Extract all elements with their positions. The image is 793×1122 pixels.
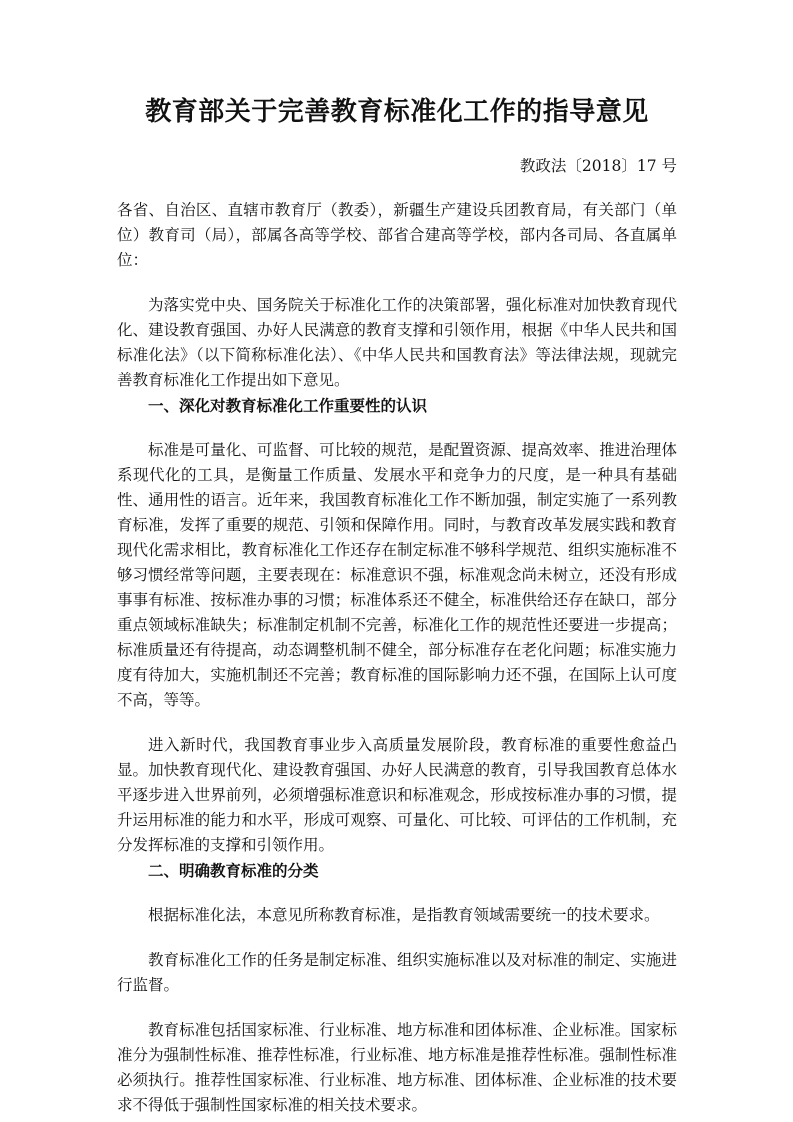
section-heading-2: 二、明确教育标准的分类 <box>148 861 319 880</box>
section2-paragraph-2: 教育标准化工作的任务是制定标准、组织实施标准以及对标准的制定、实施进行监督。 <box>117 951 677 994</box>
section1-paragraph-2: 进入新时代，我国教育事业步入高质量发展阶段，教育标准的重要性愈益凸显。加快教育现代化、建设教育强国、办好人民满意的教育，引导我国教育总体水平逐步进入世界前列，必须增强标准意识和标准观念，形成按标准办事的习惯，提升运用标准的能力和水平，形成可观察、可量化、可比较、可评估的工作机制，充分发挥标准的支撑和引领作用。 <box>117 736 677 854</box>
section2-paragraph-1: 根据标准化法，本意见所称教育标准，是指教育领域需要统一的技术要求。 <box>148 906 660 924</box>
recipients-paragraph: 各省、自治区、直辖市教育厅（教委），新疆生产建设兵团教育局，有关部门（单位）教育司（局），部属各高等学校、部省合建高等学校，部内各司局、各直属单位： <box>117 201 677 269</box>
section1-paragraph-1: 标准是可量化、可监督、可比较的规范，是配置资源、提高效率、推进治理体系现代化的工具，是衡量工作质量、发展水平和竞争力的尺度，是一种具有基础性、通用性的语言。近年来，我国教育标准化工作不断加强，制定实施了一系列教育标准，发挥了重要的规范、引领和保障作用。同时，与教育改革发展实践和教育现代化需求相比，教育标准化工作还存在制定标准不够科学规范、组织实施标准不够习惯经常等问题，主要表现在：标准意识不强，标准观念尚未树立，还没有形成事事有标准、按标准办事的习惯；标准体系还不健全，标准供给还存在缺口，部分重点领域标准缺失；标准制定机制不完善，标准化工作的规范性还要进一步提高；标准质量还有待提高，动态调整机制不健全，部分标准存在老化问题；标准实施力度有待加大，实施机制还不完善；教育标准的国际影响力还不强，在国际上认可度不高，等等。 <box>117 441 677 709</box>
section-heading-1: 一、深化对教育标准化工作重要性的认识 <box>148 396 428 415</box>
document-title: 教育部关于完善教育标准化工作的指导意见 <box>145 97 649 127</box>
intro-paragraph: 为落实党中央、国务院关于标准化工作的决策部署，强化标准对加快教育现代化、建设教育强国、办好人民满意的教育支撑和引领作用，根据《中华人民共和国标准化法》（以下简称标准化法）、《中华人民共和国教育法》等法律法规，现就完善教育标准化工作提出如下意见。 <box>117 296 677 389</box>
document-number: 教政法〔2018〕17 号 <box>519 157 677 175</box>
section2-paragraph-3: 教育标准包括国家标准、行业标准、地方标准和团体标准、企业标准。国家标准分为强制性标准、推荐性标准，行业标准、地方标准是推荐性标准。强制性标准必须执行。推荐性国家标准、行业标准、地方标准、团体标准、企业标准的技术要求不得低于强制性国家标准的相关技术要求。 <box>117 1021 677 1114</box>
